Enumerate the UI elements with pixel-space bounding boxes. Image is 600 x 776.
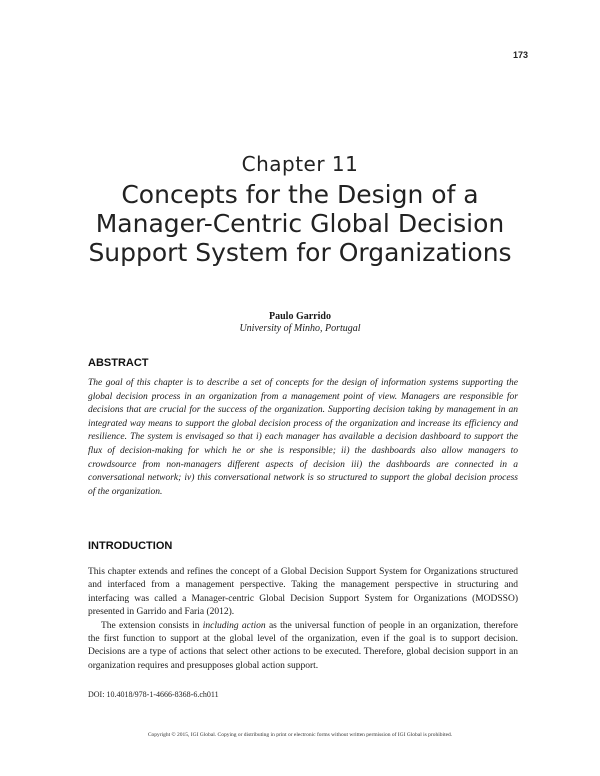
author-name: Paulo Garrido	[269, 311, 331, 322]
chapter-label: Chapter 11	[241, 152, 359, 176]
doi: DOI: 10.4018/978-1-4666-8368-6.ch011	[88, 690, 219, 699]
abstract-text: The goal of this chapter is to describe a set of concepts for the design of information systems supporting the global decision process in an organization from a management point of view. Managers are responsible for decisions that are crucial for the success of the organization. Supporting decision taking by management in an integrated way means to support the global decision process of the organization and increase its efficiency and resilience. The system is envisaged so that i) each manager has available a decision dashboard to support the flux of decision-making for which he or she is responsible; ii) the dashboards also allow managers to crowdsource from non-managers different aspects of decision iii) the dashboards are connected in a conversational network; iv) this conversational network is so structured to support the global decision process of the organization.	[88, 378, 518, 497]
introduction-paragraph-1: This chapter extends and refines the concept of a Global Decision Support System for Organizations structured and interfaced from a management perspective. Taking the management perspective in structuring and interfacing was called a Manager-centric Global Decision Support System for Organizations (MODSSO) presented in Garrido and Faria (2012).	[88, 567, 518, 618]
introduction-body	[88, 566, 518, 673]
page-number: 173	[512, 50, 528, 60]
introduction-heading: INTRODUCTION	[88, 540, 173, 552]
chapter-title: Concepts for the Design of a Manager-Centric Global Decision Support System for Organizations	[88, 180, 512, 267]
copyright-notice: Copyright © 2015, IGI Global. Copying or distributing in print or electronic forms without written permission of IGI Global is prohibited.	[147, 732, 453, 738]
paragraph-2-start: The extension consists in	[101, 620, 203, 631]
abstract-heading: ABSTRACT	[88, 357, 149, 369]
paragraph-2-end: as the universal function of people in an organization, therefore the first function to support at the global level of the organization, even if the goal is to support decision. Decisions are a type of actions that select other actions to be executed. Therefore, global decision support in an organization requires and presupposes global action support.	[88, 620, 518, 671]
including-action-emphasis: including action	[202, 620, 266, 631]
introduction-paragraph-2	[88, 620, 518, 674]
author-affiliation: University of Minho, Portugal	[239, 323, 361, 334]
